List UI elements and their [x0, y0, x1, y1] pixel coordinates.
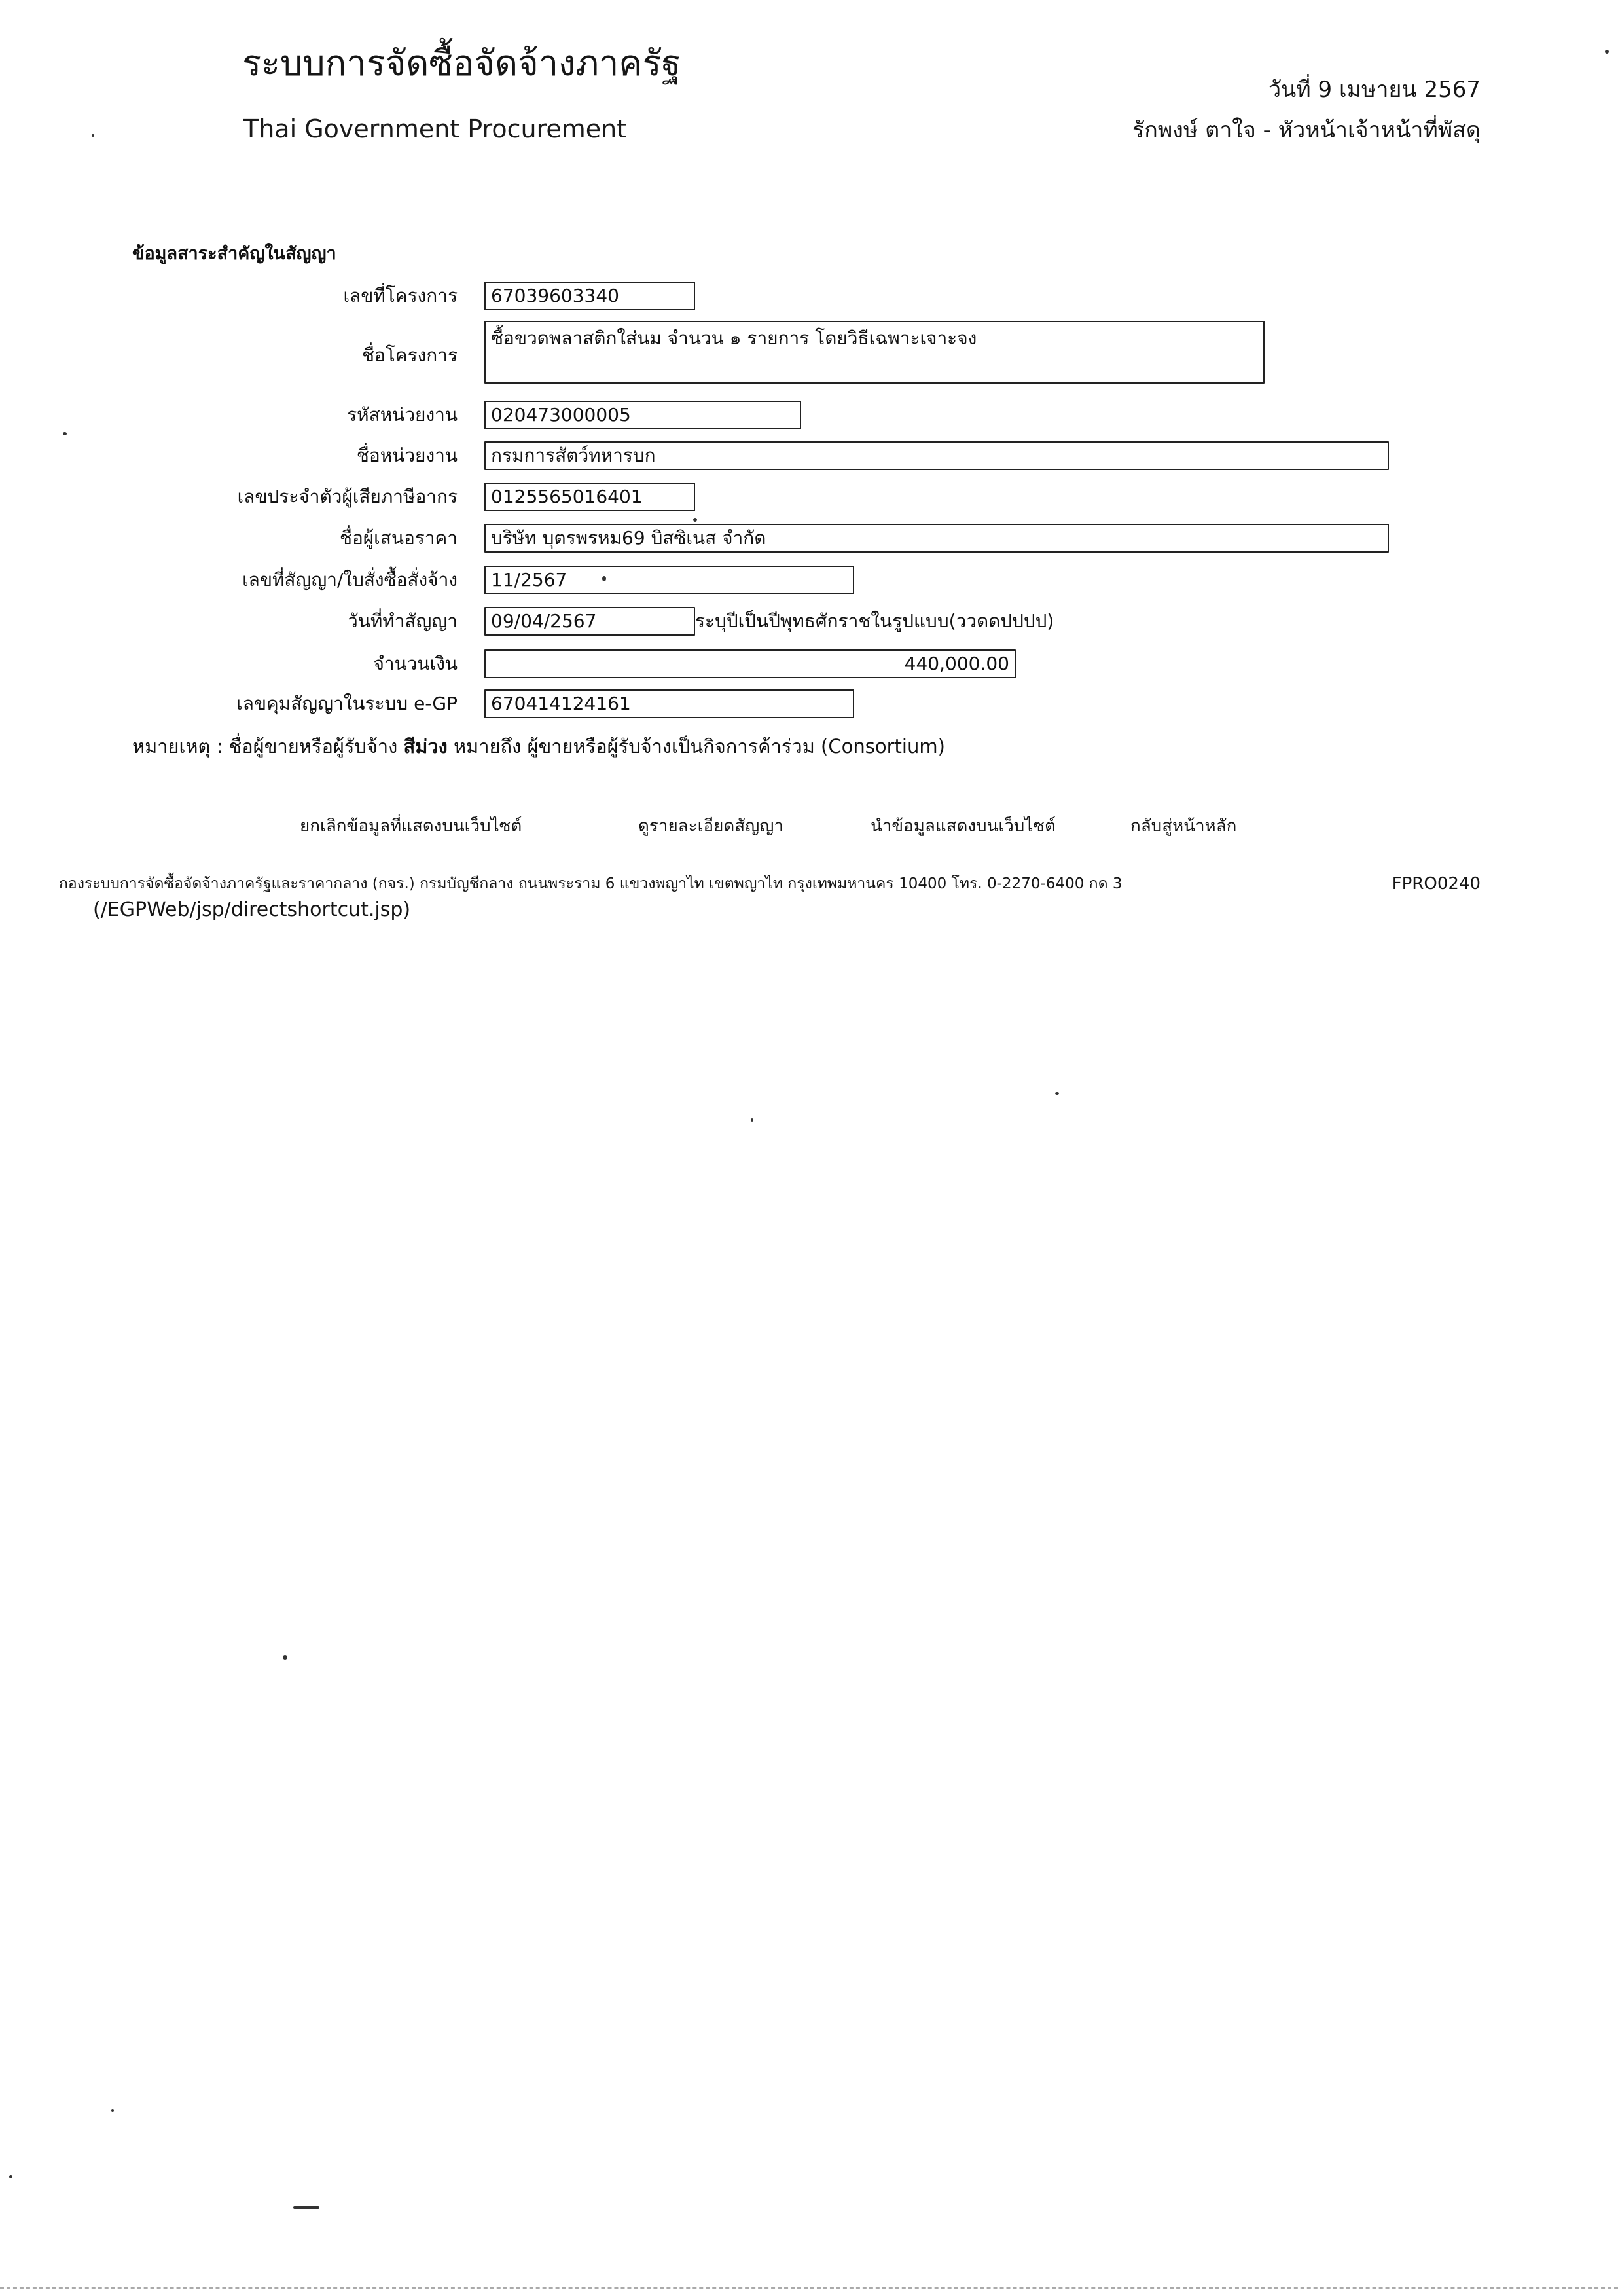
amount-field[interactable]: 440,000.00 — [484, 649, 1016, 678]
scan-speck — [751, 1118, 753, 1122]
bidder-name-field[interactable]: บริษัท บุตรพรหม69 บิสซิเนส จำกัด — [484, 524, 1389, 553]
view-contract-detail-link[interactable]: ดูรายละเอียดสัญญา — [638, 816, 783, 836]
footer-organization: กองระบบการจัดซื้อจัดจ้างภาครัฐและราคากลาง (กจร.) กรมบัญชีกลาง ถนนพระราม 6 แขวงพญาไท เขตพญาไท กรุงเทพมหานคร 10400 โทร. 0-2270-6400 กด 3 — [59, 875, 1123, 892]
scan-speck — [1605, 50, 1609, 54]
remark-suffix: หมายถึง ผู้ขายหรือผู้รับจ้างเป็นกิจการค้าร่วม (Consortium) — [454, 735, 945, 757]
scan-speck — [293, 2206, 319, 2209]
back-to-home-link[interactable]: กลับสู่หน้าหลัก — [1130, 816, 1237, 836]
scan-speck — [283, 1655, 287, 1660]
project-name-label: ชื่อโครงการ — [361, 344, 458, 366]
contract-date-format-hint: ระบุปีเป็นปีพุทธศักราชในรูปแบบ(ววดดปปปป) — [695, 610, 1054, 632]
scan-speck — [1055, 1092, 1059, 1095]
tax-id-label: เลขประจำตัวผู้เสียภาษีอากร — [237, 486, 458, 507]
agency-name-field[interactable]: กรมการสัตว์ทหารบก — [484, 441, 1389, 470]
project-number-field[interactable]: 67039603340 — [484, 282, 695, 310]
print-date: วันที่ 9 เมษายน 2567 — [1268, 77, 1481, 103]
scan-speck — [602, 576, 606, 581]
scan-speck — [693, 518, 697, 522]
remark-purple-keyword: สีม่วง — [403, 735, 448, 757]
tax-id-field[interactable]: 0125565016401 — [484, 483, 695, 511]
remark-note — [132, 731, 945, 762]
egp-control-number-label: เลขคุมสัญญาในระบบ e-GP — [236, 693, 458, 714]
footer-page-code: FPRO0240 — [1392, 874, 1481, 894]
scan-speck — [111, 2109, 114, 2112]
agency-code-label: รหัสหน่วยงาน — [347, 404, 458, 426]
contract-date-field[interactable]: 09/04/2567 — [484, 607, 695, 636]
page-bottom-edge — [0, 2287, 1618, 2289]
publish-to-website-link[interactable]: นำข้อมูลแสดงบนเว็บไซต์ — [871, 816, 1056, 836]
project-name-field[interactable]: ซื้อขวดพลาสติกใส่นม จำนวน ๑ รายการ โดยวิธีเฉพาะเจาะจง — [484, 321, 1265, 384]
amount-label: จำนวนเงิน — [373, 653, 458, 674]
project-number-label: เลขที่โครงการ — [343, 285, 458, 306]
egp-control-number-field[interactable]: 670414124161 — [484, 689, 854, 718]
scan-speck — [92, 134, 94, 137]
agency-code-field[interactable]: 020473000005 — [484, 401, 801, 429]
contract-number-label: เลขที่สัญญา/ใบสั่งซื้อสั่งจ้าง — [242, 569, 458, 591]
section-title: ข้อมูลสาระสำคัญในสัญญา — [132, 244, 336, 264]
contract-number-field[interactable]: 11/2567 — [484, 566, 854, 594]
bidder-name-label: ชื่อผู้เสนอราคา — [339, 527, 458, 549]
scan-speck — [63, 432, 67, 435]
scan-speck — [9, 2175, 12, 2178]
system-title-en: Thai Government Procurement — [243, 115, 627, 143]
cancel-display-link[interactable]: ยกเลิกข้อมูลที่แสดงบนเว็บไซต์ — [300, 816, 522, 836]
footer-url: (/EGPWeb/jsp/directshortcut.jsp) — [93, 898, 411, 921]
agency-name-label: ชื่อหน่วยงาน — [356, 445, 458, 466]
print-user: รักพงษ์ ตาใจ - หัวหน้าเจ้าหน้าที่พัสดุ — [1132, 117, 1481, 143]
system-title-th: ระบบการจัดซื้อจัดจ้างภาครัฐ — [242, 43, 681, 84]
contract-date-label: วันที่ทำสัญญา — [347, 610, 458, 632]
remark-prefix: หมายเหตุ : ชื่อผู้ขายหรือผู้รับจ้าง — [132, 735, 398, 757]
